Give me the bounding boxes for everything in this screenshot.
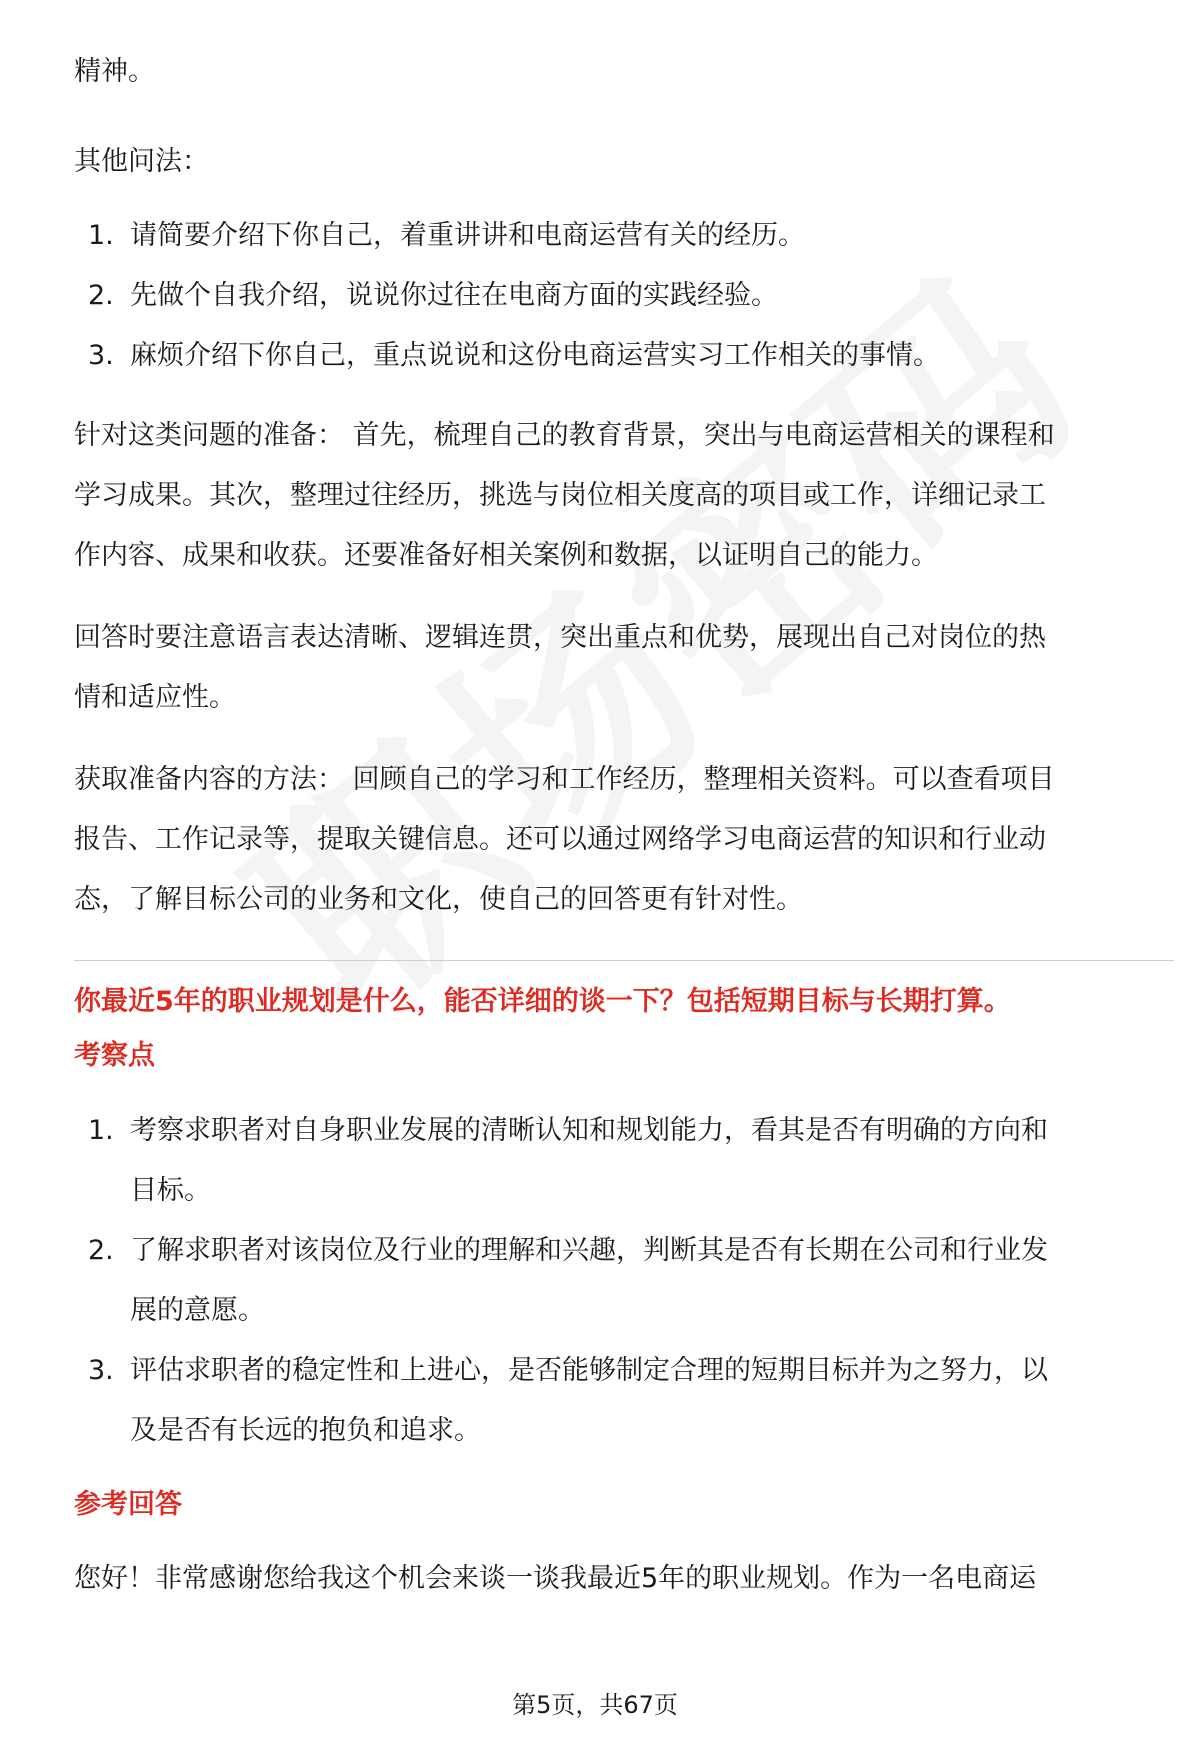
assessment-heading: 考察点 — [74, 1040, 155, 1071]
method-paragraph — [74, 750, 1174, 930]
list-item: 3. 评估求职者的稳定性和上进心，是否能够制定合理的短期目标并为之努力，以 及是否有长远的抱负和追求。 — [88, 1355, 1048, 1446]
list-item: 2. 先做个自我介绍，说说你过往在电商方面的实践经验。 — [88, 280, 778, 311]
other-questions-heading: 其他问法： — [74, 146, 209, 177]
section-divider — [74, 960, 1174, 961]
paragraph-line: 态，了解目标公司的业务和文化，使自己的回答更有针对性。 — [74, 884, 803, 915]
reference-heading: 参考回答 — [74, 1489, 182, 1520]
paragraph-line: 学习成果。其次，整理过往经历，挑选与岗位相关度高的项目或工作，详细记录工 — [74, 480, 1046, 511]
list-item: 1. 请简要介绍下你自己，着重讲讲和电商运营有关的经历。 — [88, 220, 805, 251]
paragraph-line: 作内容、成果和收获。还要准备好相关案例和数据，以证明自己的能力。 — [74, 540, 938, 571]
page-footer: 第5页，共67页 — [512, 1691, 678, 1719]
answer-tips-paragraph — [74, 608, 1174, 728]
prep-paragraph — [74, 406, 1174, 586]
other-questions-list — [74, 206, 1174, 386]
page-content — [74, 42, 1174, 1609]
paragraph-line: 获取准备内容的方法： 回顾自己的学习和工作经历，整理相关资料。可以查看项目 — [74, 764, 1055, 795]
paragraph-line: 报告、工作记录等，提取关键信息。还可以通过网络学习电商运营的知识和行业动 — [74, 824, 1046, 855]
list-item: 3. 麻烦介绍下你自己，重点说说和这份电商运营实习工作相关的事情。 — [88, 340, 940, 371]
paragraph-line: 情和适应性。 — [74, 682, 236, 713]
list-item: 1. 考察求职者对自身职业发展的清晰认知和规划能力，看其是否有明确的方向和 目标。 — [88, 1115, 1048, 1206]
assessment-points-list — [74, 1101, 1174, 1461]
intro-tail: 精神。 — [74, 56, 155, 87]
paragraph-line: 针对这类问题的准备： 首先，梳理自己的教育背景，突出与电商运营相关的课程和 — [74, 420, 1055, 451]
list-item: 2. 了解求职者对该岗位及行业的理解和兴趣，判断其是否有长期在公司和行业发 展的意愿。 — [88, 1235, 1048, 1326]
question-title: 你最近5年的职业规划是什么，能否详细的谈一下？包括短期目标与长期打算。 — [74, 986, 1011, 1017]
paragraph-line: 回答时要注意语言表达清晰、逻辑连贯，突出重点和优势，展现出自己对岗位的热 — [74, 622, 1046, 653]
reference-answer: 您好！非常感谢您给我这个机会来谈一谈我最近5年的职业规划。作为一名电商运 — [74, 1563, 1037, 1594]
